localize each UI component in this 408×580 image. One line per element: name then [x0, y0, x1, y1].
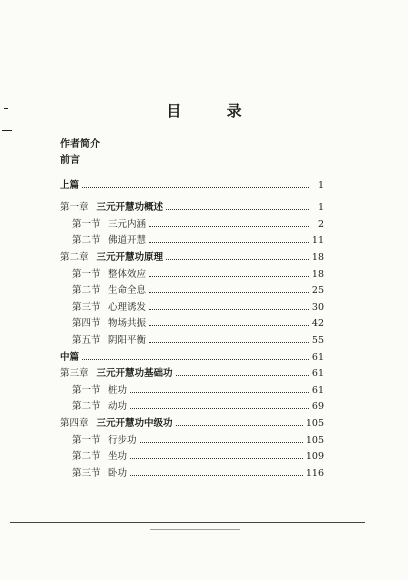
leader-dots — [82, 359, 309, 360]
leader-dots — [149, 309, 309, 310]
leader-dots — [82, 187, 309, 188]
toc-entry-number: 第四节 — [72, 318, 101, 330]
toc-entry-number: 第一节 — [72, 218, 101, 230]
toc-entry-page: 105 — [305, 434, 324, 446]
leader-dots — [149, 292, 309, 293]
scan-mark — [2, 130, 12, 131]
toc-entry-page: 61 — [311, 351, 324, 363]
toc-entry-number: 第五节 — [72, 334, 101, 346]
toc-entry-page: 25 — [311, 285, 324, 297]
toc-entry-title: 动功 — [108, 401, 128, 413]
toc-entry — [60, 313, 324, 330]
toc-entry — [60, 396, 324, 413]
toc-entry-page: 11 — [311, 235, 324, 247]
toc-entry — [60, 263, 324, 280]
scan-rule — [10, 522, 365, 523]
leader-dots — [166, 209, 309, 210]
leader-dots — [130, 458, 303, 459]
toc-entry-title: 三元开慧功中级功 — [96, 417, 173, 429]
toc-entry-title: 三元内涵 — [108, 218, 147, 230]
toc-entry-number: 第一节 — [72, 384, 101, 396]
toc-entry-title: 中篇 — [60, 351, 80, 363]
toc-entry — [60, 213, 324, 230]
toc-entry-number: 第二节 — [72, 451, 101, 463]
toc-entry-title: 上篇 — [60, 179, 80, 191]
toc-entry-page: 61 — [311, 384, 324, 396]
toc-entry-page: 61 — [311, 368, 324, 380]
toc-entry-page: 42 — [311, 318, 324, 330]
toc-entry-number: 第三节 — [72, 467, 101, 479]
leader-dots — [149, 325, 309, 326]
toc-entry — [60, 174, 324, 191]
toc-entry — [60, 363, 324, 380]
toc-entry-title: 佛道开慧 — [108, 235, 147, 247]
toc-entry-number: 第三节 — [72, 301, 101, 313]
front-item-author: 作者简介 — [60, 139, 100, 150]
leader-dots — [149, 276, 309, 277]
toc-entry-page: 18 — [311, 251, 324, 263]
leader-dots — [176, 425, 303, 426]
toc-list — [60, 174, 324, 479]
toc-entry — [60, 246, 324, 263]
leader-dots — [149, 226, 309, 227]
toc-entry-title: 阴阳平衡 — [108, 334, 147, 346]
toc-entry-number: 第一节 — [72, 268, 101, 280]
toc-entry-title: 行步功 — [108, 434, 137, 446]
toc-entry — [60, 429, 324, 446]
scan-rule — [150, 529, 240, 530]
toc-entry-page: 1 — [317, 202, 324, 214]
toc-entry-number: 第二节 — [72, 285, 101, 297]
toc-entry — [60, 329, 324, 346]
toc-entry-title: 卧功 — [108, 467, 128, 479]
toc-entry-title: 生命全息 — [108, 285, 147, 297]
toc-entry — [60, 379, 324, 396]
toc-entry-number: 第四章 — [60, 417, 89, 429]
leader-dots — [149, 242, 309, 243]
leader-dots — [149, 342, 309, 343]
toc-entry-number: 第二节 — [72, 401, 101, 413]
toc-entry-number: 第一章 — [60, 202, 89, 214]
toc-entry-title: 三元开慧功原理 — [96, 251, 164, 263]
toc-entry-page: 69 — [311, 401, 324, 413]
toc-entry — [60, 412, 324, 429]
toc-entry-page: 109 — [305, 451, 324, 463]
leader-dots — [176, 375, 309, 376]
toc-entry-title: 心理诱发 — [108, 301, 147, 313]
toc-entry-title: 三元开慧功概述 — [96, 202, 164, 214]
page-title: 目 录 — [166, 102, 262, 120]
toc-entry-title: 整体效应 — [108, 268, 147, 280]
leader-dots — [130, 475, 303, 476]
leader-dots — [140, 442, 303, 443]
toc-entry — [60, 280, 324, 297]
toc-entry — [60, 462, 324, 479]
toc-entry-page: 2 — [317, 218, 324, 230]
toc-entry-title: 坐功 — [108, 451, 128, 463]
toc-entry — [60, 296, 324, 313]
front-item-preface: 前言 — [60, 155, 80, 166]
toc-entry — [60, 197, 324, 214]
toc-entry-title: 三元开慧功基础功 — [96, 368, 173, 380]
toc-entry-number: 第二节 — [72, 235, 101, 247]
leader-dots — [130, 408, 309, 409]
toc-entry-page: 55 — [311, 334, 324, 346]
leader-dots — [166, 259, 309, 260]
toc-entry — [60, 230, 324, 247]
toc-entry-title: 桩功 — [108, 384, 128, 396]
toc-entry-title: 物场共振 — [108, 318, 147, 330]
toc-entry-page: 1 — [317, 179, 324, 191]
toc-entry — [60, 446, 324, 463]
toc-entry — [60, 346, 324, 363]
toc-entry-page: 105 — [305, 417, 324, 429]
toc-entry-page: 30 — [311, 301, 324, 313]
toc-entry-number: 第一节 — [72, 434, 101, 446]
toc-entry-number: 第三章 — [60, 368, 89, 380]
leader-dots — [130, 392, 309, 393]
toc-entry-page: 116 — [305, 467, 324, 479]
toc-entry-page: 18 — [311, 268, 324, 280]
toc-entry-number: 第二章 — [60, 251, 89, 263]
